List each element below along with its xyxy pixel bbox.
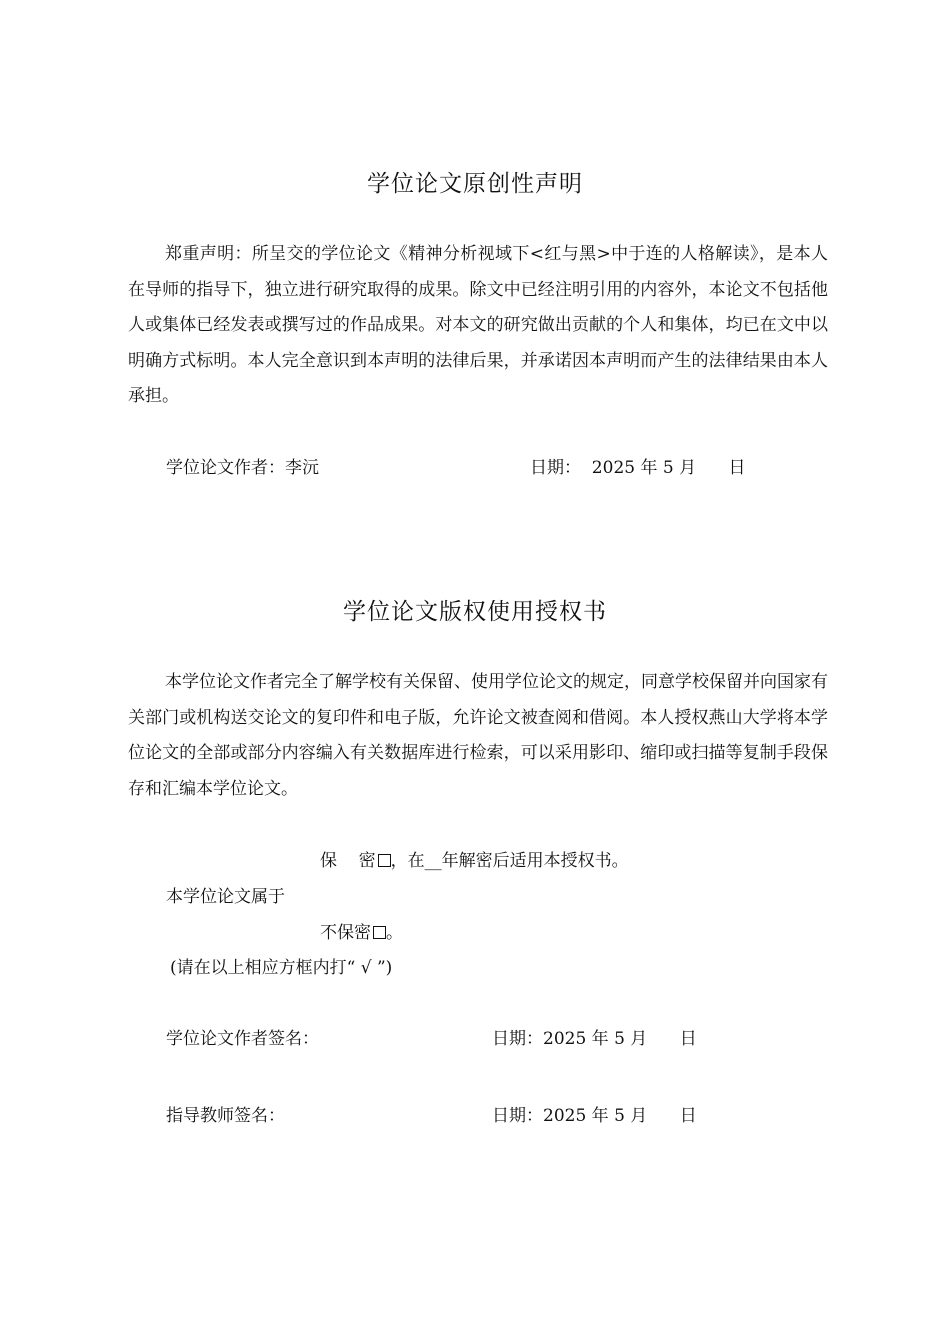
advisor-sign-label: 指导教师签名：: [166, 1106, 285, 1126]
secret-checkbox[interactable]: [378, 854, 391, 867]
option-secret-row: [320, 850, 629, 872]
belongs-label: 本学位论文属于: [166, 887, 285, 907]
check-instruction: (请在以上相应方框内打“ √ ”): [170, 958, 393, 978]
author-sign-label: 学位论文作者签名：: [166, 1029, 319, 1049]
originality-date-line: 日期： 2025 年 5 月 日: [530, 458, 746, 478]
advisor-date-label: 日期：2025 年 5 月 日: [492, 1106, 697, 1126]
option-public-suffix: 。: [386, 923, 403, 943]
option-secret-suffix: ，在__年解密后适用本授权书。: [390, 851, 629, 871]
author-date-label: 日期：2025 年 5 月 日: [492, 1029, 697, 1049]
option-secret-label: 保 密: [320, 851, 376, 871]
originality-body: 郑重声明：所呈交的学位论文《精神分析视域下<红与黑>中于连的人格解读》，是本人在导师的指导下，独立进行研究取得的成果。除文中已经注明引用的内容外，本论文不包括他人或集体已经发表或撰写过的作品成果。对本文的研究做出贡献的个人和集体，均已在文中以明确方式标明。本人完全意识到本声明的法律后果，并承诺因本声明而产生的法律结果由本人承担。: [128, 244, 828, 406]
originality-author-line: 学位论文作者：李沅: [166, 458, 319, 478]
originality-title: 学位论文原创性声明: [367, 171, 583, 197]
public-checkbox[interactable]: [373, 926, 386, 939]
option-public-label: 不保密: [320, 923, 371, 943]
copyright-body: 本学位论文作者完全了解学校有关保留、使用学位论文的规定，同意学校保留并向国家有关部门或机构送交论文的复印件和电子版，允许论文被查阅和借阅。本人授权燕山大学将本学位论文的全部或部分内容编入有关数据库进行检索，可以采用影印、缩印或扫描等复制手段保存和汇编本学位论文。: [128, 672, 828, 799]
copyright-title: 学位论文版权使用授权书: [343, 599, 607, 625]
option-public-row: [320, 922, 403, 944]
